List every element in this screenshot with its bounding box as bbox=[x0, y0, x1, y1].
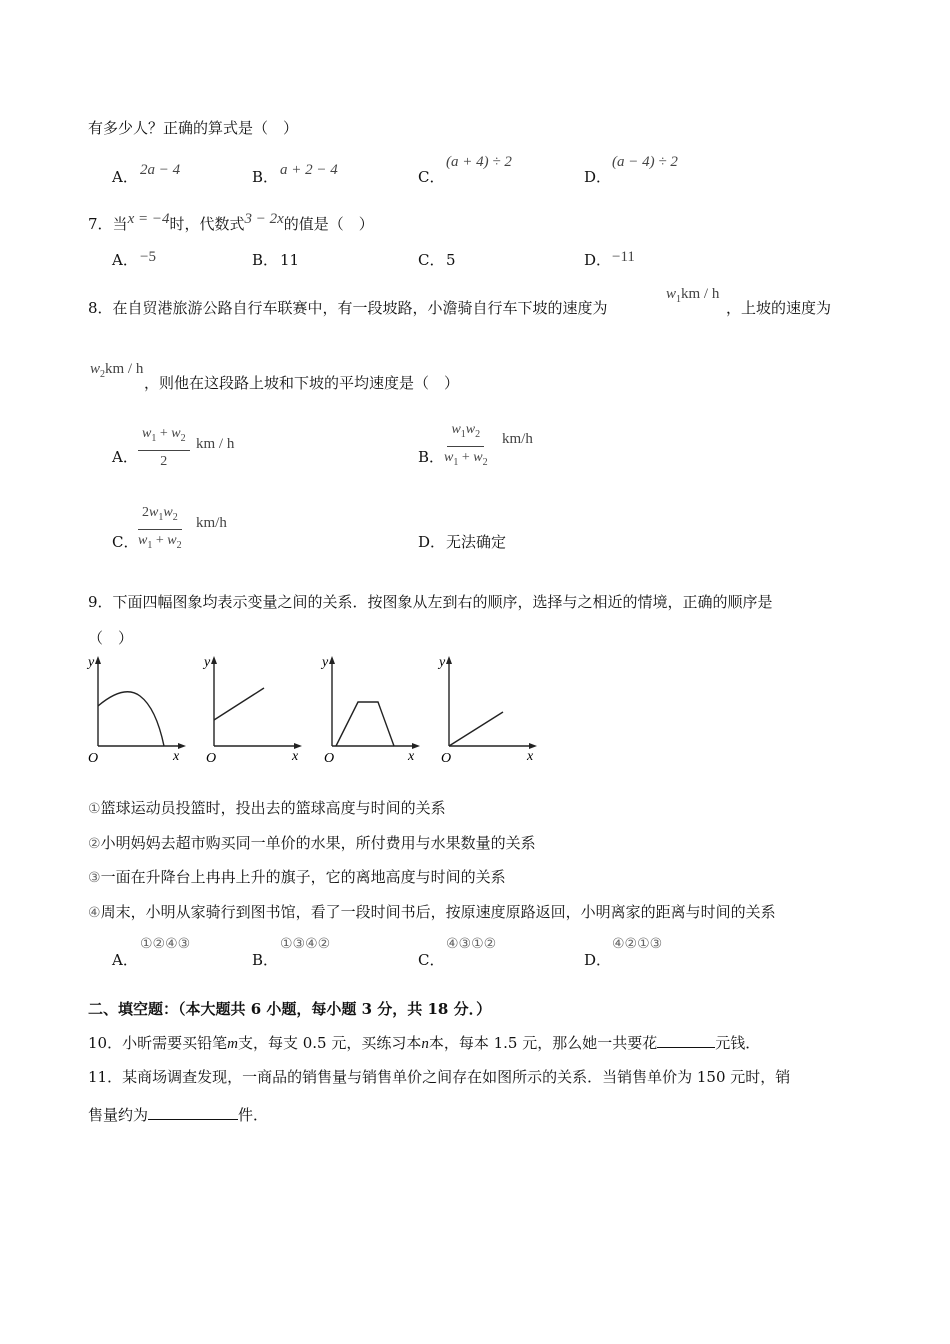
q7-option-a-letter: A． bbox=[112, 251, 138, 269]
q8-option-a-letter: A． bbox=[112, 448, 138, 466]
q9-situation-1-text: 篮球运动员投篮时，投出去的篮球高度与时间的关系 bbox=[100, 799, 446, 817]
q9-stem-line1: 9．下面四幅图象均表示变量之间的关系．按图象从左到右的顺序，选择与之相近的情境，正确的顺序是 bbox=[88, 593, 773, 611]
q8-stem-line1b: ，上坡的速度为 bbox=[726, 299, 832, 317]
q7-text-3: 的值是（ ） bbox=[283, 215, 374, 233]
q7-option-b-letter: B． bbox=[252, 251, 279, 269]
section-2-title: 二、填空题：（本大题共 6 小题，每小题 3 分，共 18 分．） bbox=[88, 1000, 492, 1018]
q8-option-b-denominator: $w_1 + w_2$ bbox=[444, 449, 488, 468]
q9-graph-2-y-label: y bbox=[204, 655, 211, 670]
q8-option-c-unit: km/h bbox=[196, 515, 227, 531]
q9-situation-2-mark: ② bbox=[88, 836, 101, 852]
q7-option-d-letter: D． bbox=[584, 251, 612, 269]
q7-option-d-value: −11 bbox=[612, 249, 635, 265]
q7-option-c-value: 5 bbox=[446, 251, 456, 269]
q7-condition: x = −4 bbox=[127, 211, 170, 227]
q8-option-a-numerator: $w_1 + w_2$ bbox=[138, 425, 190, 451]
q9-graph-1 bbox=[86, 654, 192, 766]
q7-expression: 3 − 2x bbox=[244, 211, 284, 227]
q11-text-2: 件． bbox=[238, 1106, 269, 1124]
q6-option-c-letter: C． bbox=[418, 168, 445, 186]
q9-graph-1-y-label: y bbox=[88, 655, 95, 670]
q9-graph-3-y-label: y bbox=[322, 655, 329, 670]
q6-option-b-letter: B． bbox=[252, 168, 279, 186]
q7-option-c-letter: C． bbox=[418, 251, 445, 269]
q8-option-c-fraction bbox=[138, 504, 182, 555]
q9-graph-2-origin: O bbox=[206, 751, 217, 766]
q11-stem-line2 bbox=[88, 1103, 268, 1125]
q9-option-a-letter: A． bbox=[112, 951, 138, 969]
q10-var-n: n bbox=[421, 1036, 429, 1052]
q9-option-a-sequence: ①②④③ bbox=[140, 936, 191, 952]
q6-option-a-letter: A． bbox=[112, 168, 138, 186]
q7-number: 7． bbox=[88, 215, 113, 233]
q9-option-d-sequence: ④②①③ bbox=[612, 936, 663, 952]
q8-option-a-unit: km / h bbox=[196, 436, 235, 452]
q6-option-a-expr: 2a − 4 bbox=[140, 162, 181, 178]
q10-text-2: 支，每支 0.5 元，买练习本 bbox=[237, 1034, 422, 1052]
q9-graph-4-origin: O bbox=[441, 751, 452, 766]
q6-option-d-expr: (a − 4) ÷ 2 bbox=[612, 154, 678, 170]
q9-graph-2 bbox=[202, 654, 308, 766]
q7-option-b-value: 11 bbox=[280, 251, 300, 269]
q9-situation-3 bbox=[88, 867, 506, 888]
q6-stem: 有多少人？正确的算式是（ ） bbox=[88, 119, 299, 137]
q9-graph-4 bbox=[437, 654, 543, 766]
q6-option-c-expr: (a + 4) ÷ 2 bbox=[446, 154, 512, 170]
q8-option-d-letter: D． bbox=[418, 533, 446, 551]
q10-var-m: m bbox=[227, 1036, 238, 1052]
q8-option-b-letter: B． bbox=[418, 448, 445, 466]
q9-situation-3-text: 一面在升降台上冉冉上升的旗子，它的离地高度与时间的关系 bbox=[100, 868, 506, 886]
q9-situation-4 bbox=[88, 902, 776, 923]
q6-option-d-letter: D． bbox=[584, 168, 612, 186]
q7-text-2: 时，代数式 bbox=[169, 215, 245, 233]
q10-text-1: 10．小昕需要买铅笔 bbox=[88, 1034, 228, 1052]
q9-graph-4-y-label: y bbox=[439, 655, 446, 670]
q7-option-a-value: −5 bbox=[140, 249, 156, 265]
q9-graph-2-x-label: x bbox=[292, 749, 299, 764]
q9-option-c-sequence: ④③①② bbox=[446, 936, 497, 952]
q8-stem-line2: ，则他在这段路上坡和下坡的平均速度是（ ） bbox=[144, 374, 460, 392]
q8-option-a-fraction bbox=[138, 425, 190, 471]
q10-stem bbox=[88, 1031, 760, 1054]
q8-w2-unit-text: km / h bbox=[105, 361, 144, 377]
q9-graph-1-origin: O bbox=[88, 751, 99, 766]
q8-stem-line1: 8．在自贸港旅游公路自行车联赛中，有一段坡路，小澹骑自行车下坡的速度为 bbox=[88, 299, 608, 317]
q9-option-d-letter: D． bbox=[584, 951, 612, 969]
q9-graph-3 bbox=[320, 654, 426, 766]
q9-situation-4-text: 周末，小明从家骑行到图书馆，看了一段时间书后，按原速度原路返回，小明离家的距离与时间的关系 bbox=[100, 903, 776, 921]
q9-situation-3-mark: ③ bbox=[88, 870, 101, 886]
q9-situation-2 bbox=[88, 833, 536, 854]
q9-option-c-letter: C． bbox=[418, 951, 445, 969]
q8-w1-unit-text: km / h bbox=[681, 286, 720, 302]
q11-text-1: 售量约为 bbox=[88, 1106, 149, 1124]
q7-text-1: 当 bbox=[112, 215, 128, 233]
q9-graph-1-x-label: x bbox=[173, 749, 180, 764]
q8-option-b-numerator: $w_1w_2$ bbox=[447, 421, 484, 447]
q9-situation-4-mark: ④ bbox=[88, 905, 101, 921]
q9-graph-3-x-label: x bbox=[408, 749, 415, 764]
q9-graph-3-origin: O bbox=[324, 751, 335, 766]
q8-option-b-unit: km/h bbox=[502, 431, 533, 447]
q8-option-b-fraction bbox=[444, 421, 488, 472]
q9-situation-1 bbox=[88, 798, 446, 819]
q9-graph-4-x-label: x bbox=[527, 749, 534, 764]
q8-option-c-denominator: $w_1 + w_2$ bbox=[138, 532, 182, 551]
q9-stem-line2: （ ） bbox=[88, 629, 134, 647]
q9-option-b-letter: B． bbox=[252, 951, 279, 969]
q8-option-c-letter: C． bbox=[112, 533, 139, 551]
q11-stem-line1: 11．某商场调查发现，一商品的销售量与销售单价之间存在如图所示的关系．当销售单价为 150 元时，销 bbox=[88, 1068, 791, 1086]
q9-situation-1-mark: ① bbox=[88, 801, 101, 817]
q10-answer-blank[interactable] bbox=[657, 1031, 715, 1048]
q10-text-4: 元钱． bbox=[715, 1034, 761, 1052]
q10-text-3: 本，每本 1.5 元，那么她一共要花 bbox=[428, 1034, 658, 1052]
q9-situation-2-text: 小明妈妈去超市购买同一单价的水果，所付费用与水果数量的关系 bbox=[100, 834, 536, 852]
q9-option-b-sequence: ①③④② bbox=[280, 936, 331, 952]
q8-w2-unit: $w_2km$ / h bbox=[90, 361, 144, 380]
q6-option-b-expr: a + 2 − 4 bbox=[280, 162, 338, 178]
q8-option-a-denominator: 2 bbox=[160, 453, 168, 469]
q8-option-c-numerator: $2w_1w_2$ bbox=[138, 504, 182, 530]
q8-w1-unit: $w_1km$ / h bbox=[666, 286, 720, 305]
q8-option-d-text: 无法确定 bbox=[446, 533, 507, 551]
q11-answer-blank[interactable] bbox=[148, 1103, 238, 1120]
q7-stem bbox=[88, 211, 374, 235]
